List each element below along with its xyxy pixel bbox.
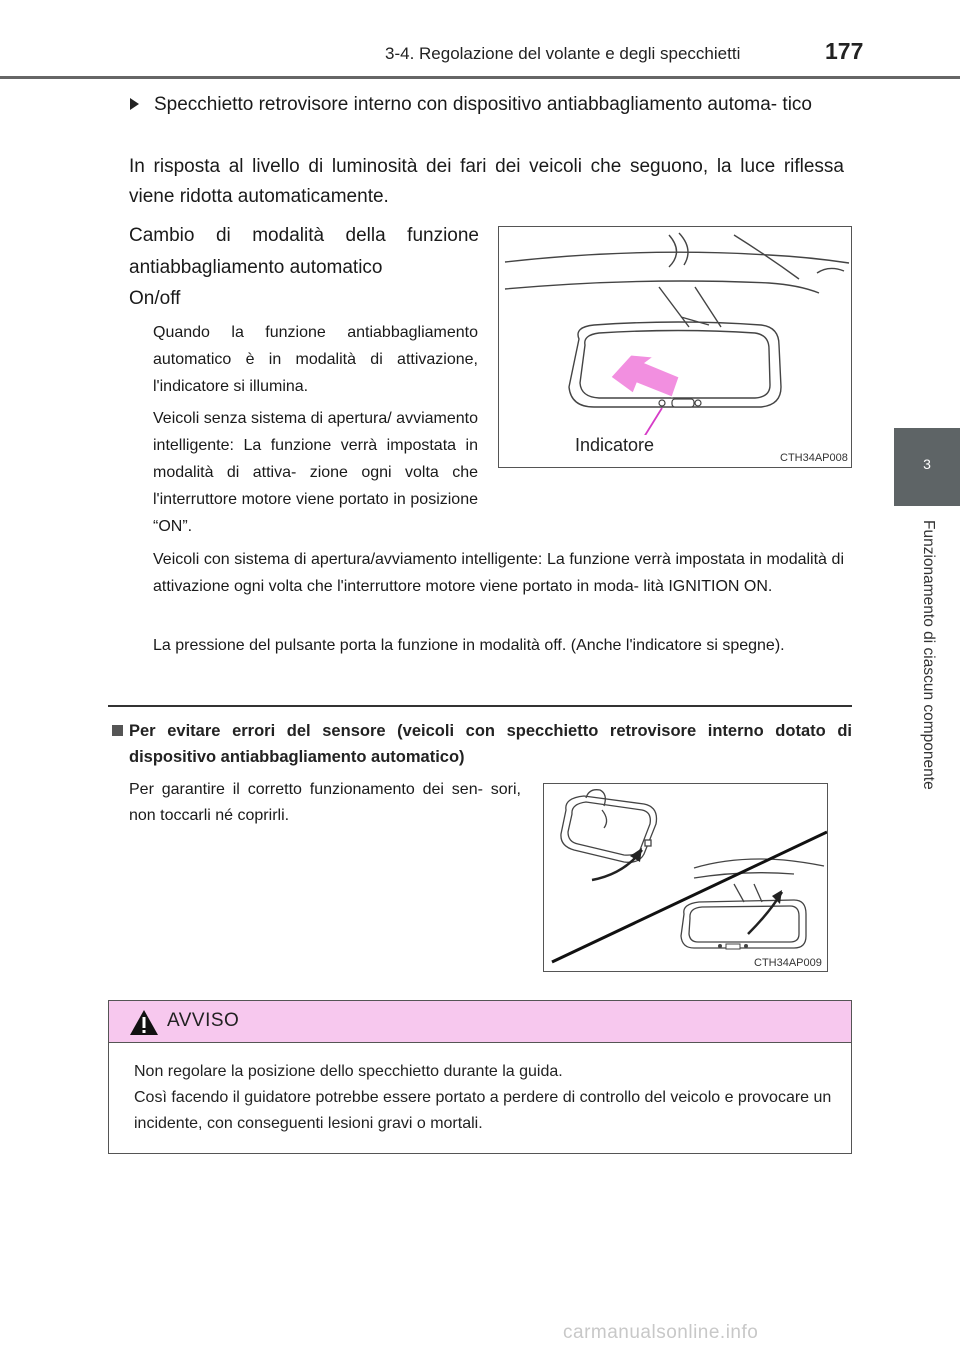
- paragraph-with-smart-key: Veicoli con sistema di apertura/avviamento intelligente: La funzione verrà impostata in modalità di attivazione ogni volta che l'interruttore motore viene portato in moda- lità IGNITION ON.: [153, 551, 844, 595]
- warning-body: [134, 1059, 834, 1137]
- warning-line-1: Non regolare la posizione dello specchietto durante la guida.: [134, 1063, 563, 1080]
- figure-code: CTH34AP008: [780, 452, 848, 464]
- sensor-paragraph: Per garantire il corretto funzionamento dei sen- sori, non toccarli né coprirli.: [129, 781, 521, 824]
- section-divider: [108, 705, 852, 707]
- header-divider: [0, 76, 960, 79]
- section-title: 3-4. Regolazione del volante e degli specchietti: [385, 44, 741, 63]
- section-heading: Specchietto retrovisore interno con dispositivo antiabbagliamento automa- tico: [154, 94, 812, 115]
- intro-paragraph: In risposta al livello di luminosità dei fari dei veicoli che seguono, la luce riflessa viene ridotta automaticamente.: [129, 156, 844, 207]
- mirror-illustration: [499, 227, 851, 467]
- chapter-number: 3: [923, 456, 931, 472]
- figure-code-2: CTH34AP009: [754, 957, 822, 969]
- press-arrow-icon: [611, 355, 679, 397]
- paragraph-indicator: Quando la funzione antiabbagliamento automatico è in modalità di attivazione, l'indicatore si illumina.: [153, 324, 478, 395]
- mirror-indicator-figure: [498, 226, 852, 468]
- warning-title: AVVISO: [167, 1010, 240, 1031]
- mode-change-heading: Cambio di modalità della funzione antiabbagliamento automatico: [129, 225, 479, 278]
- page-number: 177: [825, 38, 864, 64]
- bullet-arrow-icon: [130, 98, 139, 110]
- warning-header: [109, 1001, 851, 1043]
- paragraph-button-off: La pressione del pulsante porta la funzione in modalità off. (Anche l'indicatore si spegne).: [153, 637, 785, 654]
- paragraph-without-smart-key: Veicoli senza sistema di apertura/ avviamento intelligente: La funzione verrà impostata in modalità di attiva- zione ogni volta che l'interruttore motore viene portato in posizione “ON”.: [153, 410, 478, 535]
- indicator-pointer-line: [644, 408, 662, 437]
- sensor-heading: Per evitare errori del sensore (veicoli con specchietto retrovisore interno dotato di dispositivo antiabbagliamento automatico): [129, 722, 852, 766]
- chapter-label: Funzionamento di ciascun componente: [920, 520, 937, 790]
- indicator-label: Indicatore: [575, 435, 655, 455]
- warning-line-2: Così facendo il guidatore potrebbe essere portato a perdere di controllo del veicolo e provocare un incidente, con conseguenti lesioni gravi o mortali.: [134, 1089, 832, 1132]
- sensor-location-figure: [543, 783, 828, 972]
- sensor-illustration: [544, 784, 827, 971]
- warning-box: [108, 1000, 852, 1154]
- watermark: carmanualsonline.info: [563, 1322, 759, 1343]
- warning-triangle-icon: [129, 1009, 159, 1036]
- sensor-front-icon: [645, 840, 651, 846]
- square-bullet-icon: [112, 725, 123, 736]
- on-off-label: On/off: [129, 288, 181, 309]
